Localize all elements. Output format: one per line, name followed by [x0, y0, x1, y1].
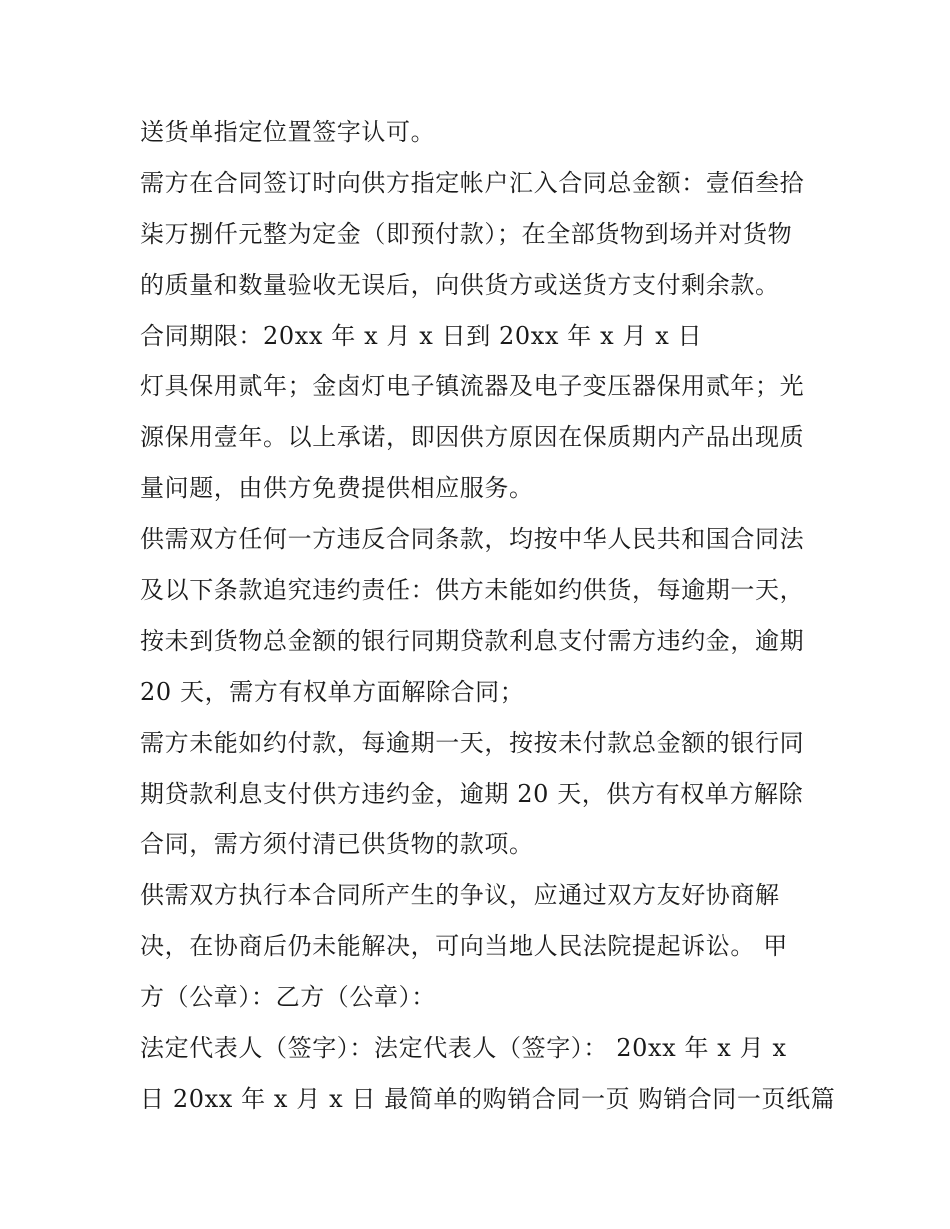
text-line: 送货单指定位置签字认可。: [140, 118, 436, 146]
text-line: 量问题，由供方免费提供相应服务。: [140, 474, 534, 503]
text-line: 期贷款利息支付供方违约金，逾期 20 天，供方有权单方解除: [140, 779, 804, 808]
text-line: 方（公章）：乙方（公章）：: [140, 983, 436, 1012]
text-line: 柒万捌仟元整为定金（即预付款）；在全部货物到场并对货物: [140, 219, 793, 248]
text-line: 需方在合同签订时向供方指定帐户汇入合同总金额：壹佰叁拾: [140, 168, 805, 197]
text-line: 供需双方执行本合同所产生的争议，应通过双方友好协商解: [140, 881, 780, 910]
text-line: 需方未能如约付款，每逾期一天，按按未付款总金额的银行同: [140, 728, 805, 757]
text-line: 法定代表人（签字）：法定代表人（签字）： 20xx 年 x 月 x: [140, 1034, 787, 1063]
text-line: 决，在协商后仍未能解决，可向当地人民法院提起诉讼。 甲: [140, 932, 788, 961]
text-line: 合同期限：20xx 年 x 月 x 日到 20xx 年 x 月 x 日: [140, 321, 703, 350]
document-body: [140, 107, 836, 1125]
text-line: 合同，需方须付清已供货物的款项。: [140, 830, 534, 859]
text-line: 源保用壹年。以上承诺，即因供方原因在保质期内产品出现质: [140, 423, 805, 452]
text-line: 供需双方任何一方违反合同条款，均按中华人民共和国合同法: [140, 525, 805, 554]
text-line: 按未到货物总金额的银行同期贷款利息支付需方违约金，逾期: [140, 626, 805, 655]
text-line: 的质量和数量验收无误后，向供货方或送货方支付剩余款。: [140, 270, 780, 299]
text-line: 及以下条款追究违约责任：供方未能如约供货，每逾期一天，: [140, 576, 805, 605]
text-line: 灯具保用贰年；金卤灯电子镇流器及电子变压器保用贰年；光: [140, 372, 805, 401]
text-line: 日 20xx 年 x 月 x 日 最简单的购销合同一页 购销合同一页纸篇: [140, 1084, 836, 1113]
text-line: 20 天，需方有权单方面解除合同；: [140, 677, 525, 706]
